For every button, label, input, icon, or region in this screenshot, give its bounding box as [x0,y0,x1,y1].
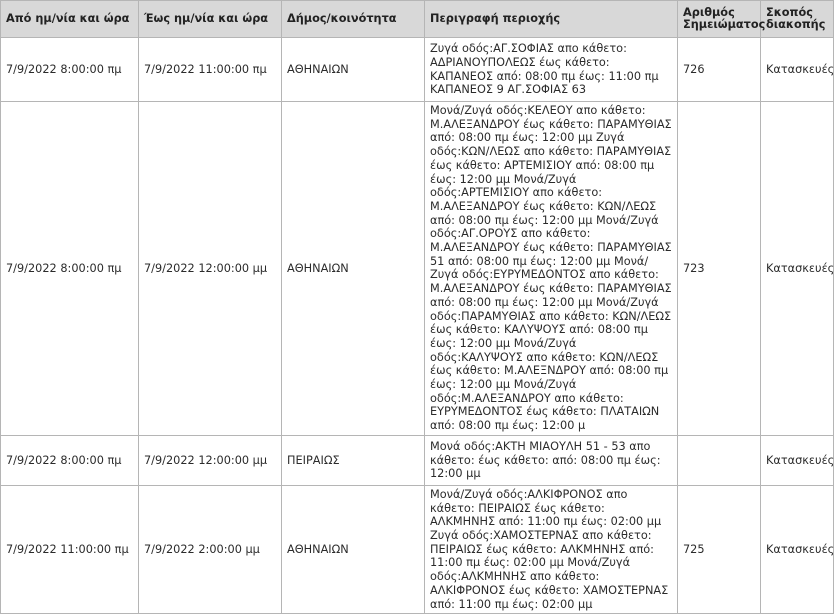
cell-municipality: ΑΘΗΝΑΙΩΝ [282,38,425,102]
column-header-to: Έως ημ/νία και ώρα [139,1,282,38]
cell-purpose: Κατασκευές [761,102,834,436]
cell-from: 7/9/2022 11:00:00 πμ [1,485,139,613]
header-row [1,1,834,38]
cell-to: 7/9/2022 11:00:00 πμ [139,38,282,102]
cell-number: 726 [678,38,761,102]
cell-description: Μονά/Ζυγά οδός:ΑΛΚΙΦΡΟΝΟΣ απο κάθετο: ΠΕΙΡΑΙΩΣ έως κάθετο: ΑΛΚΜΗΝΗΣ από: 11:00 πμ έως: 02:00 μμ Ζυγά οδός:ΧΑΜΟΣΤΕΡΝΑΣ απο κάθετο: ΠΕΙΡΑΙΩΣ έως κάθετο: ΑΛΚΜΗΝΗΣ από: 11:00 πμ έως: 02:00 μμ Μονά/Ζυγά οδός:ΑΛΚΜΗΝΗΣ απο κάθετο: ΑΛΚΙΦΡΟΝΟΣ έως κάθετο: ΧΑΜΟΣΤΕΡΝΑΣ από: 11:00 πμ έως: 02:00 μμ [425,485,678,613]
cell-from: 7/9/2022 8:00:00 πμ [1,435,139,485]
table-body [1,38,834,614]
table-header [1,1,834,38]
cell-description: Μονά οδός:ΑΚΤΗ ΜΙΑΟΥΛΗ 51 - 53 απο κάθετο: έως κάθετο: από: 08:00 πμ έως: 12:00 μμ [425,435,678,485]
cell-number: 723 [678,102,761,436]
cell-to: 7/9/2022 12:00:00 μμ [139,102,282,436]
cell-description: Μονά/Ζυγά οδός:ΚΕΛΕΟΥ απο κάθετο: Μ.ΑΛΕΞΑΝΔΡΟΥ έως κάθετο: ΠΑΡΑΜΥΘΙΑΣ από: 08:00 πμ έως: 12:00 μμ Ζυγά οδός:ΚΩΝ/ΛΕΩΣ απο κάθετο: ΠΑΡΑΜΥΘΙΑΣ έως κάθετο: ΑΡΤΕΜΙΣΙΟΥ από: 08:00 πμ έως: 12:00 μμ Μονά/Ζυγά οδός:ΑΡΤΕΜΙΣΙΟΥ απο κάθετο: Μ.ΑΛΕΞΑΝΔΡΟΥ έως κάθετο: ΚΩΝ/ΛΕΩΣ από: 08:00 πμ έως: 12:00 μμ Μονά/Ζυγά οδός:ΑΓ.ΟΡΟΥΣ απο κάθετο: Μ.ΑΛΕΞΑΝΔΡΟΥ έως κάθετο: ΠΑΡΑΜΥΘΙΑΣ 51 από: 08:00 πμ έως: 12:00 μμ Μονά/Ζυγά οδός:ΕΥΡΥΜΕΔΟΝΤΟΣ απο κάθετο: Μ.ΑΛΕΞΑΝΔΡΟΥ έως κάθετο: ΠΑΡΑΜΥΘΙΑΣ από: 08:00 πμ έως: 12:00 μμ Μονά/Ζυγά οδός:ΠΑΡΑΜΥΘΙΑΣ απο κάθετο: ΚΩΝ/ΛΕΩΣ έως κάθετο: ΚΑΛΥΨΟΥΣ από: 08:00 πμ έως: 12:00 μμ Μονά/Ζυγά οδός:ΚΑΛΥΨΟΥΣ απο κάθετο: ΚΩΝ/ΛΕΩΣ έως κάθετο: Μ.ΑΛΕΞΝΔΡΟΥ από: 08:00 πμ έως: 12:00 μμ Μονά/Ζυγά οδός:Μ.ΑΛΕΞΑΝΔΡΟΥ απο κάθετο: ΕΥΡΥΜΕΔΟΝΤΟΣ έως κάθετο: ΠΛΑΤΑΙΩΝ από: 08:00 πμ έως: 12:00 μ [425,102,678,436]
cell-to: 7/9/2022 12:00:00 μμ [139,435,282,485]
cell-description: Ζυγά οδός:ΑΓ.ΣΟΦΙΑΣ απο κάθετο: ΑΔΡΙΑΝΟΥΠΟΛΕΩΣ έως κάθετο: ΚΑΠΑΝΕΟΣ από: 08:00 πμ έως: 11:00 πμ ΚΑΠΑΝΕΟΣ 9 ΑΓ.ΣΟΦΙΑΣ 63 [425,38,678,102]
column-header-from: Από ημ/νία και ώρα [1,1,139,38]
cell-purpose: Κατασκευές [761,38,834,102]
cell-number: 725 [678,485,761,613]
cell-from: 7/9/2022 8:00:00 πμ [1,38,139,102]
column-header-number: Αριθμός Σημειώματος [678,1,761,38]
table-row [1,38,834,102]
cell-number [678,435,761,485]
table-row [1,102,834,436]
cell-municipality: ΠΕΙΡΑΙΩΣ [282,435,425,485]
column-header-purpose: Σκοπός διακοπής [761,1,834,38]
cell-to: 7/9/2022 2:00:00 μμ [139,485,282,613]
cell-from: 7/9/2022 8:00:00 πμ [1,102,139,436]
table-row [1,485,834,613]
cell-purpose: Κατασκευές [761,435,834,485]
table-row [1,435,834,485]
cell-municipality: ΑΘΗΝΑΙΩΝ [282,485,425,613]
column-header-description: Περιγραφή περιοχής [425,1,678,38]
cell-municipality: ΑΘΗΝΑΙΩΝ [282,102,425,436]
cell-purpose: Κατασκευές [761,485,834,613]
column-header-municipality: Δήμος/κοινότητα [282,1,425,38]
